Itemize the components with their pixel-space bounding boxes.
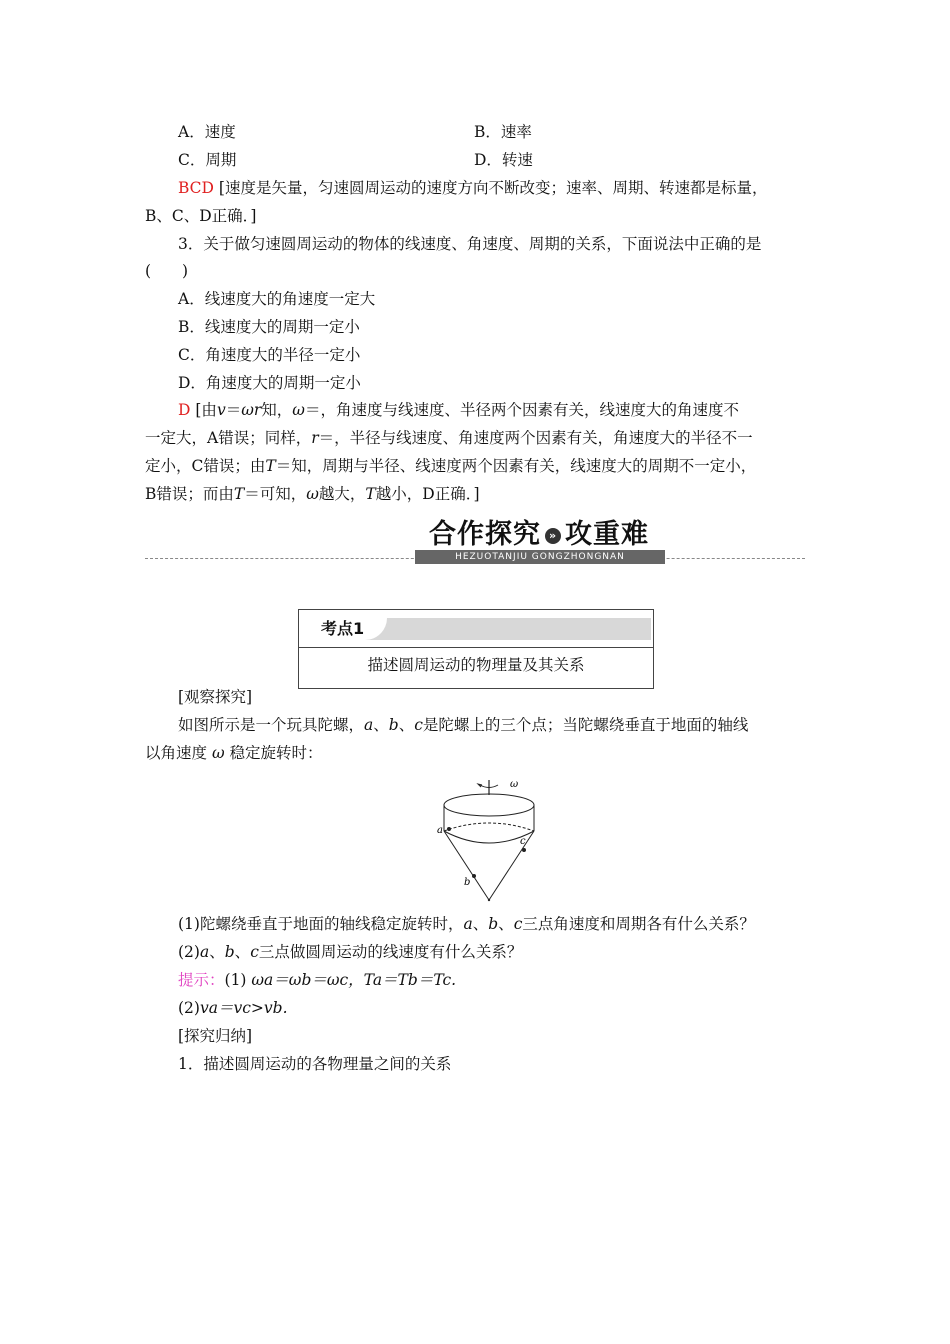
option-d: D．角速度大的周期一定小	[178, 374, 361, 392]
paragraph-line: 以角速度 ω 稳定旋转时：	[145, 744, 323, 762]
list-item: 1．描述圆周运动的各物理量之间的关系	[178, 1055, 452, 1073]
answer-explanation: D [由v＝ωr知，ω＝，角速度与线速度、半径两个因素有关，线速度大的角速度不	[178, 401, 739, 419]
hint-line: (2)va＝vc>vb.	[178, 999, 288, 1017]
point-c	[522, 848, 526, 852]
topic-box	[298, 609, 654, 689]
explanation-line: B错误；而由T＝可知，ω越大，T越小，D正确．]	[145, 485, 480, 503]
topic-title: 描述圆周运动的物理量及其关系	[367, 656, 585, 674]
sub-question: (2)a、b、c三点做圆周运动的线速度有什么关系？	[178, 943, 523, 961]
section-heading: [观察探究]	[178, 688, 253, 706]
label-a: a	[437, 825, 443, 836]
hint-formula: ωa＝ωb＝ωc，Ta＝Tb＝Tc.	[251, 971, 457, 989]
omega-label: ω	[510, 779, 519, 790]
hint-formula: va＝vc>vb.	[199, 999, 288, 1017]
section-heading: [探究归纳]	[178, 1027, 253, 1045]
option-c: C．角速度大的半径一定小	[178, 346, 361, 364]
explanation-line: 一定大，A错误；同样，r＝，半径与线速度、角速度两个因素有关，角速度大的半径不一	[145, 429, 753, 447]
question-stem: 3．关于做匀速圆周运动的物体的线速度、角速度、周期的关系，下面说法中正确的是	[178, 235, 762, 253]
answer-bracket: ( )	[145, 262, 189, 280]
explanation-line: 定小，C错误；由T＝知，周期与半径、线速度两个因素有关，线速度大的周期不一定小，	[145, 457, 757, 475]
answer-label: BCD	[178, 179, 214, 197]
sub-question: (1)陀螺绕垂直于地面的轴线稳定旋转时，a、b、c三点角速度和周期各有什么关系？	[178, 915, 755, 933]
banner-title: 合作探究 » 攻重难	[429, 519, 649, 550]
option-d: D．转速	[474, 151, 533, 169]
arrow-icon: »	[545, 528, 561, 544]
option-a: A．速度	[178, 123, 236, 141]
section-banner	[145, 518, 805, 568]
topic-tag: 考点1	[321, 619, 365, 638]
point-a	[447, 827, 451, 831]
hint-line: 提示：(1) ωa＝ωb＝ωc，Ta＝Tb＝Tc.	[178, 971, 457, 989]
label-c: c	[520, 836, 526, 847]
top-ellipse	[444, 794, 534, 816]
explanation-line: B、C、D正确．]	[145, 207, 257, 225]
banner-subtitle: HEZUOTANJIU GONGZHONGNAN	[415, 550, 665, 564]
label-b: b	[464, 877, 471, 888]
option-b: B．速率	[474, 123, 532, 141]
spinning-top-figure	[432, 773, 552, 903]
option-c: C．周期	[178, 151, 237, 169]
paragraph-line: 如图所示是一个玩具陀螺，a、b、c是陀螺上的三个点；当陀螺绕垂直于地面的轴线	[178, 716, 749, 734]
hidden-arc	[444, 823, 534, 831]
hint-label: 提示：	[178, 971, 225, 989]
option-a: A．线速度大的角速度一定大	[178, 290, 376, 308]
point-b	[472, 874, 476, 878]
option-b: B．线速度大的周期一定小	[178, 318, 360, 336]
answer-label: D	[178, 401, 191, 419]
answer-explanation: BCD [速度是矢量，匀速圆周运动的速度方向不断改变；速率、周期、转速都是标量，	[178, 179, 768, 197]
divider	[299, 647, 653, 648]
